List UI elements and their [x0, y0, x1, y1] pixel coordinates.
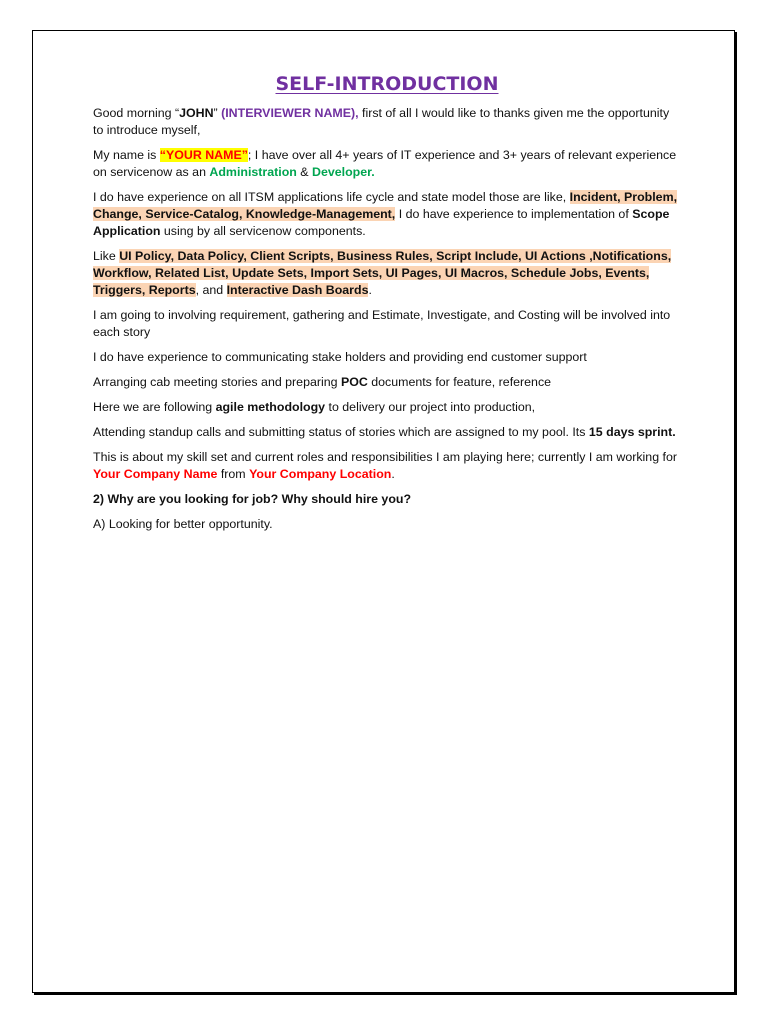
- scope-application: Scope Application: [93, 207, 670, 238]
- interviewer-name: JOHN: [179, 106, 214, 120]
- agile-label: agile methodology: [215, 400, 326, 414]
- paragraph-current-role: [93, 449, 681, 483]
- text: Like: [93, 249, 120, 263]
- text: This is about my skill set and current roles and responsibilities I am playing here; currently I am working for: [93, 450, 677, 464]
- text: Here we are following: [93, 400, 216, 414]
- document-body: [93, 71, 681, 541]
- paragraph-stakeholders: I do have experience to communicating stake holders and providing end customer support: [93, 350, 587, 364]
- paragraph-agile: [93, 399, 681, 416]
- sprint-label: 15 days sprint.: [588, 425, 676, 439]
- text: , and: [195, 283, 227, 297]
- paragraph-name-experience: [93, 147, 681, 181]
- text: &: [296, 165, 312, 179]
- text: to delivery our project into production,: [325, 400, 536, 414]
- text: .: [368, 283, 372, 297]
- text: .: [391, 467, 395, 481]
- page-title: SELF-INTRODUCTION: [275, 73, 499, 95]
- answer-2: A) Looking for better opportunity.: [93, 517, 273, 531]
- paragraph-greeting: [93, 105, 681, 139]
- document-page: [32, 30, 735, 993]
- question-2: 2) Why are you looking for job? Why should hire you?: [93, 492, 412, 506]
- administration-label: Administration: [209, 165, 297, 179]
- text: documents for feature, reference: [367, 375, 552, 389]
- text: ; I have over all 4+ years of IT experience and 3+ years of relevant experience on servicenow as an: [93, 148, 677, 179]
- components-highlight: UI Policy, Data Policy, Client Scripts, Business Rules, Script Include, UI Actions ,Notifications, Workflow, Related List, Update Sets, Import Sets, UI Pages, UI Macros, Schedule Jobs, Events, Triggers, Reports: [93, 249, 672, 297]
- text: first of all I would like to thanks given me the opportunity to introduce myself,: [93, 106, 670, 137]
- text: My name is: [93, 148, 160, 162]
- paragraph-itsm: [93, 189, 681, 240]
- text: using by all servicenow components.: [160, 224, 366, 238]
- text: Attending standup calls and submitting status of stories which are assigned to my pool. Its: [93, 425, 589, 439]
- paragraph-cab: [93, 374, 681, 391]
- text: I do have experience on all ITSM applications life cycle and state model those are like,: [93, 190, 570, 204]
- interviewer-role: (INTERVIEWER NAME),: [221, 106, 359, 120]
- paragraph-standup: [93, 424, 681, 441]
- text: from: [217, 467, 250, 481]
- your-name-highlight: “YOUR NAME”: [159, 148, 248, 162]
- paragraph-requirements: I am going to involving requirement, gathering and Estimate, Investigate, and Costing will be involved into each story: [93, 308, 671, 339]
- company-location: Your Company Location: [249, 467, 392, 481]
- paragraph-components: [93, 248, 681, 299]
- text: Good morning “: [93, 106, 180, 120]
- text: Arranging cab meeting stories and preparing: [93, 375, 341, 389]
- itsm-apps-highlight: Incident, Problem, Change, Service-Catalog, Knowledge-Management,: [93, 190, 678, 221]
- developer-label: Developer.: [312, 165, 375, 179]
- dashboards-highlight: Interactive Dash Boards: [226, 283, 369, 297]
- poc-label: POC: [340, 375, 368, 389]
- text: I do have experience to implementation of: [395, 207, 633, 221]
- text: ”: [213, 106, 222, 120]
- company-name: Your Company Name: [93, 467, 218, 481]
